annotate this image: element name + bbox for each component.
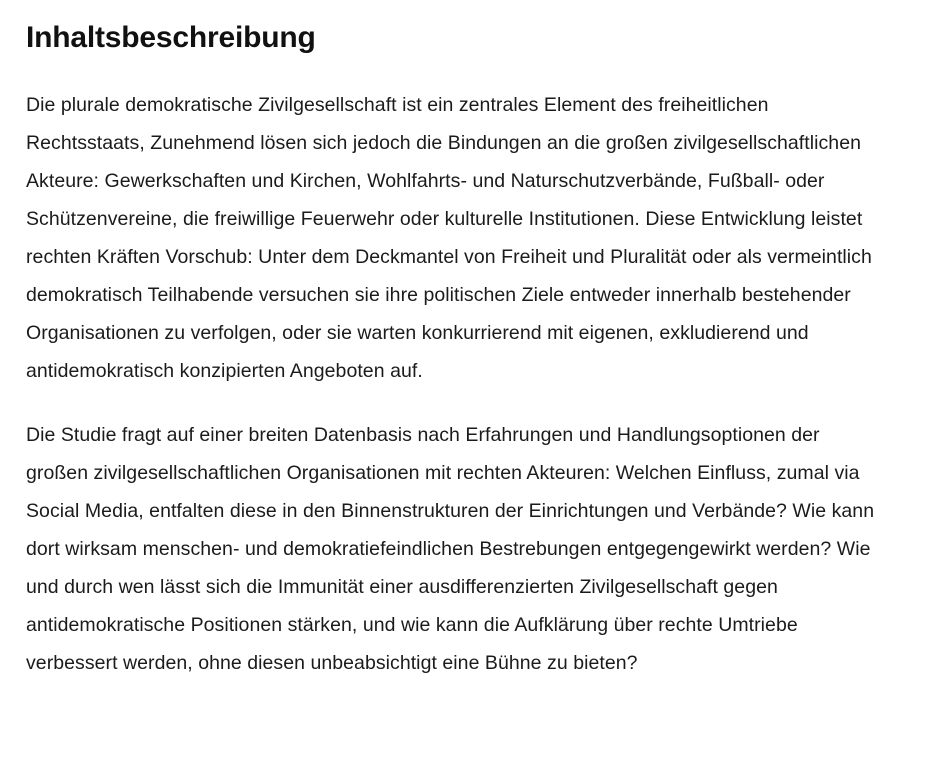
body-paragraph-1: Die plurale demokratische Zivilgesellschaft ist ein zentrales Element des freiheitlichen Rechtsstaats, Zunehmend lösen sich jedoch die Bindungen an die großen zivilgesellschaftlichen Akteure: Gewerkschaften und Kirchen, Wohlfahrts- und Naturschutzverbände, Fußball- oder Schützenvereine, die freiwillige Feuerwehr oder kulturelle Institutionen. Diese Entwicklung leistet rechten Kräften Vorschub: Unter dem Deckmantel von Freiheit und Pluralität oder als vermeintlich demokratisch Teilhabende versuchen sie ihre politischen Ziele entweder innerhalb bestehender Organisationen zu verfolgen, oder sie warten konkurrierend mit eigenen, exkludierend und antidemokratisch konzipierten Angeboten auf.	[26, 94, 872, 382]
page-title: Inhaltsbeschreibung	[26, 21, 316, 54]
body-paragraph-2: Die Studie fragt auf einer breiten Datenbasis nach Erfahrungen und Handlungsoptionen der großen zivilgesellschaftlichen Organisationen mit rechten Akteuren: Welchen Einfluss, zumal via Social Media, entfalten diese in den Binnenstrukturen der Einrichtungen und Verbände? Wie kann dort wirksam menschen- und demokratiefeindlichen Bestrebungen entgegengewirkt werden? Wie und durch wen lässt sich die Immunität einer ausdifferenzierten Zivilgesellschaft gegen antidemokratische Positionen stärken, und wie kann die Aufklärung über rechte Umtriebe verbessert werden, ohne diesen unbeabsichtigt eine Bühne zu bieten?	[26, 424, 875, 674]
